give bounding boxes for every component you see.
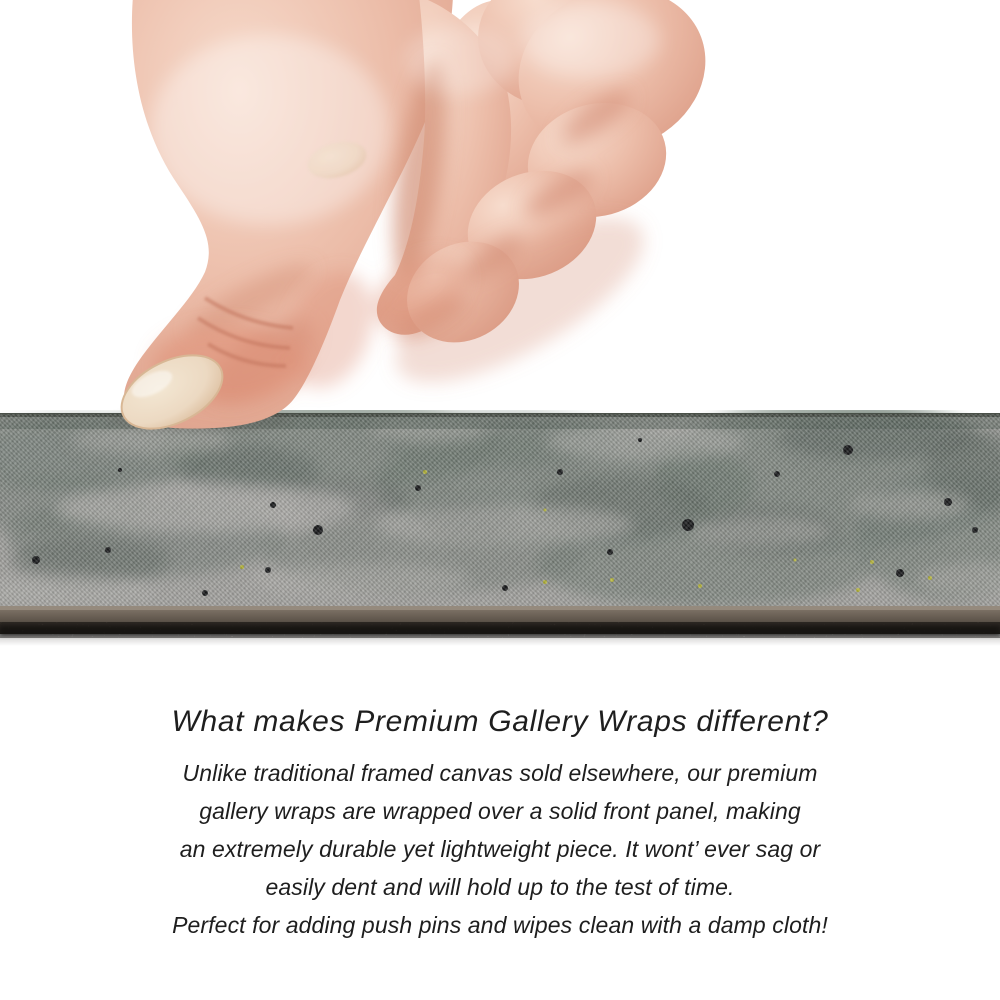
- speckles-black: [313, 525, 323, 535]
- info-caption: [0, 700, 1000, 944]
- board-edge-fuzz: [0, 622, 1000, 638]
- info-line: easily dent and will hold up to the test of time.: [265, 874, 735, 900]
- speckles-yellow: [698, 584, 702, 588]
- speckles-black: [105, 547, 111, 553]
- info-line: an extremely durable yet lightweight piece. It wont’ ever sag or: [179, 836, 821, 862]
- info-line: gallery wraps are wrapped over a solid front panel, making: [199, 798, 801, 824]
- speckles-black: [32, 556, 40, 564]
- speckles-yellow: [544, 509, 547, 512]
- speckles-black: [972, 527, 978, 533]
- speckles-black: [774, 471, 780, 477]
- speckles-black: [270, 502, 276, 508]
- info-line: Unlike traditional framed canvas sold elsewhere, our premium: [182, 760, 818, 786]
- info-body: [0, 754, 1000, 944]
- speckles-black: [607, 549, 613, 555]
- speckles-black: [502, 585, 508, 591]
- speckles-black: [944, 498, 952, 506]
- hand-photo: [0, 0, 1000, 470]
- info-heading: What makes Premium Gallery Wraps different?: [171, 705, 829, 738]
- speckles-yellow: [240, 565, 244, 569]
- speckles-yellow: [543, 580, 547, 584]
- speckles-yellow: [856, 588, 860, 592]
- info-line: Perfect for adding push pins and wipes clean with a damp cloth!: [172, 912, 828, 938]
- speckles-black: [202, 590, 208, 596]
- speckles-yellow: [928, 576, 932, 580]
- speckles-yellow: [794, 559, 797, 562]
- speckles-yellow: [610, 578, 614, 582]
- speckles-black: [415, 485, 421, 491]
- speckles-black: [896, 569, 904, 577]
- speckles-yellow: [870, 560, 874, 564]
- speckles-black: [682, 519, 694, 531]
- strip-shadow: [0, 636, 1000, 646]
- speckles-black: [265, 567, 271, 573]
- speckles-yellow: [423, 470, 427, 474]
